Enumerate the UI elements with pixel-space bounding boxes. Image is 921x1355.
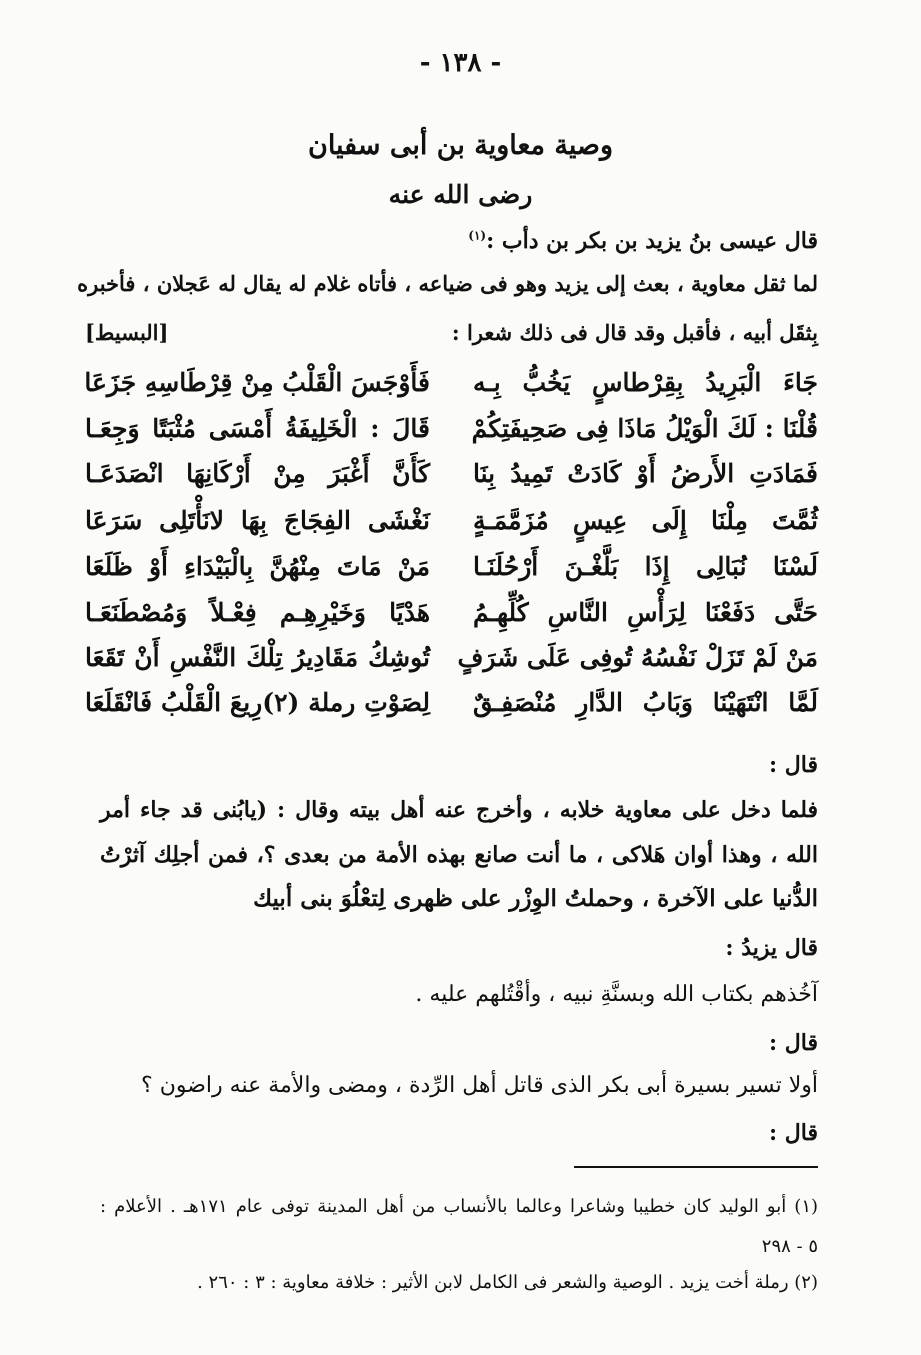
verse-8-second-hemistich: لِصَوْتِ رملة (٢)رِيعَ الْقَلْبُ فَانْقَلَعَا — [85, 688, 430, 717]
meter-label: [البسيط] — [85, 320, 169, 345]
verse-3-second-hemistich: كَأَنَّ أَغْبَرَ مِنْ أَرْكَانِهَا انْصَدَعَـا — [85, 459, 430, 488]
qala-label-1: قال : — [769, 752, 818, 778]
verse-4-second-hemistich: نَغْشَى الفِجَاجَ بِهَا لانَأْتَلِى سَرَعَا — [85, 506, 430, 535]
verse-1-second-hemistich: فَأَوْجَسَ الْقَلْبُ مِنْ قِرْطَاسِهِ جَزَعَا — [84, 368, 430, 397]
verse-3-first-hemistich: فَمَادَتِ الأَرضُ أَوْ كَادَتْ تَمِيدُ بِنَا — [473, 459, 818, 488]
qala-label-3: قال : — [769, 1120, 818, 1146]
yazid-answer: آخُذهم بكتاب الله وبسنَّةِ نبيه ، وأقْتُلهم عليه . — [415, 982, 818, 1007]
prose-paragraph-1-line-2: بِثقَل أبيه ، فأقبل وقد قال فى ذلك شعرا : — [451, 320, 818, 345]
verse-2-second-hemistich: قَالَ : الْخَلِيفَةُ أَمْسَى مُثْبَتًا وَجِعَـا — [85, 414, 430, 443]
prose-paragraph-1-line-1: لما ثقل معاوية ، بعث إلى يزيد وهو فى ضياعه ، فأتاه غلام له يقال له عَجلان ، فأخبره — [77, 271, 818, 296]
verse-5-second-hemistich: مَنْ مَاتَ مِنْهُنَّ بِالْبَيْدَاءِ أَوْ ظَلَعَا — [85, 552, 430, 581]
verse-2-first-hemistich: قُلْنَا : لَكَ الْوَيْلُ مَاذَا فِى صَحِيفَتِكُمْ — [471, 414, 818, 443]
verse-1-first-hemistich: جَاءَ الْبَرِيدُ بِقِرْطاسٍ يَخُبُّ بِـه — [473, 368, 818, 397]
verse-8-first-hemistich: لَمَّا انْتَهَيْنَا وَبَابُ الدَّارِ مُنْصَفِـقٌ — [473, 688, 818, 717]
chapter-subtitle: رضى الله عنه — [388, 180, 533, 209]
footnote-1-line-2: ٥ - ٢٩٨ — [761, 1236, 818, 1257]
verse-5-first-hemistich: لَسْنَا نُبَالِى إِذَا بَلَّغْـنَ أَرْحُلَنَـا — [473, 552, 818, 581]
verse-6-second-hemistich: هَدْيًا وَخَيْرِهِـم فِعْـلاً وَمُصْطَنَعَـا — [85, 598, 430, 627]
footnote-2: (٢) رملة أخت يزيد . الوصية والشعر فى الكامل لابن الأثير : خلافة معاوية : ٣ : ٢٦٠ . — [197, 1272, 818, 1293]
prose-paragraph-2-line-2: الله ، وهذا أوان هَلاكى ، ما أنت صانع بهذه الأمة من بعدى ؟، فمن أجلِك آثرْتُ — [100, 842, 818, 868]
chapter-title: وصية معاوية بن أبى سفيان — [307, 130, 613, 161]
qala-label-2: قال : — [769, 1030, 818, 1056]
footnote-ref-1: (١) — [468, 228, 487, 243]
verse-7-second-hemistich: تُوشِكُ مَقَادِيرُ تِلْكَ النَّفْسِ أَنْ تَقَعَا — [85, 643, 430, 672]
page-number: - ١٣٨ - — [419, 48, 502, 78]
intro-text: قال عيسى بنُ يزيد بن بكر بن دأب : — [486, 228, 818, 254]
qala-yazid-label: قال يزيدُ : — [725, 935, 818, 961]
prose-paragraph-2-line-3: الدُّنيا على الآخرة ، وحملتُ الوِزْر على ظهرى لِتعْلُوَ بنى أبيك — [253, 885, 818, 912]
verse-4-first-hemistich: ثُمَّتَ مِلْنَا إِلَى عِيسٍ مُزَمَّمَـةٍ — [473, 506, 818, 535]
prose-paragraph-2-line-1: فلما دخل على معاوية خلابه ، وأخرج عنه أهل بيته وقال : (يابُنى قد جاء أمر — [100, 797, 818, 823]
footnote-1-line-1: (١) أبو الوليد كان خطيبا وشاعرا وعالما بالأنساب من أهل المدينة توفى عام ١٧١هـ . الأعلام : — [100, 1196, 819, 1217]
verse-6-first-hemistich: حَتَّى دَفَعْنَا لِرَأْسِ النَّاسِ كُلِّهِـمُ — [473, 598, 818, 627]
footnote-separator — [574, 1166, 818, 1168]
question-line: أولا تسير بسيرة أبى بكر الذى قاتل أهل الرِّدة ، ومضى والأمة عنه راضون ؟ — [141, 1073, 818, 1098]
verse-7-first-hemistich: مَنْ لَمْ تَزَلْ نَفْسُهُ تُوفِى عَلَى شَرَفٍ — [457, 643, 818, 672]
intro-line — [468, 228, 818, 254]
